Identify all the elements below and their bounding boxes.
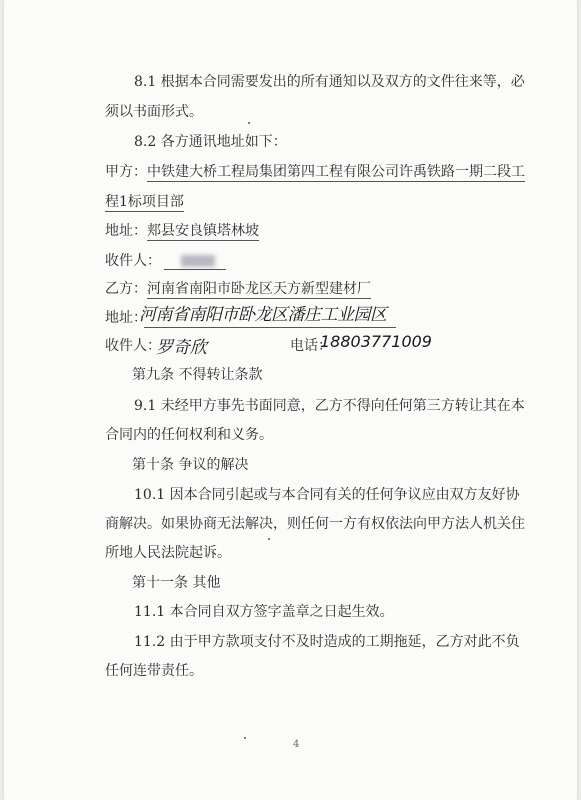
party-b-label: 乙方： xyxy=(105,281,147,297)
clause-10-1-line1: 10.1 因本合同引起或与本合同有关的任何争议应由双方友好协 xyxy=(134,487,520,503)
clause-11-2-line2: 任何连带责任。 xyxy=(105,663,203,679)
party-b-line xyxy=(105,280,371,298)
address-label-a: 地址： xyxy=(105,223,147,239)
recipient-b-handwritten: 罗奇欣 xyxy=(156,338,207,358)
party-a-label: 甲方： xyxy=(105,164,147,180)
address-label-b: 地址： xyxy=(105,310,147,326)
scan-speck xyxy=(248,122,250,124)
clause-8-1-line2: 须以书面形式。 xyxy=(105,104,203,120)
party-a-line1 xyxy=(105,163,525,181)
scan-speck xyxy=(244,737,246,739)
clause-11-1: 11.1 本合同自双方签字盖章之日起生效。 xyxy=(134,604,394,620)
clause-8-2: 8.2 各方通讯地址如下： xyxy=(134,134,287,150)
party-a-address xyxy=(105,222,259,240)
clause-10-1-line3: 所地人民法院起诉。 xyxy=(105,545,231,561)
clause-10-1-line2: 商解决。如果协商无法解决，则任何一方有权依法向甲方法人机关住 xyxy=(105,516,525,532)
clause-11-2-line1: 11.2 由于甲方款项支付不及时造成的工期拖延，乙方对此不负 xyxy=(134,634,520,650)
contract-page xyxy=(4,0,577,800)
address-b-underline xyxy=(144,327,396,328)
phone-handwritten: 18803771009 xyxy=(320,332,432,351)
redacted-name xyxy=(181,255,215,267)
recipient-label-a: 收件人： xyxy=(105,253,161,269)
party-a-line2 xyxy=(105,193,184,211)
article-10-title: 第十条 争议的解决 xyxy=(132,457,249,473)
clause-8-1-line1: 8.1 根据本合同需要发出的所有通知以及双方的文件往来等，必 xyxy=(134,74,525,90)
party-a-recipient xyxy=(105,252,215,270)
address-b-handwritten: 河南省南阳市卧龙区潘庄工业园区 xyxy=(139,305,387,325)
scan-speck xyxy=(268,538,270,540)
clause-9-1-line2: 合同内的任何权利和义务。 xyxy=(105,427,273,443)
article-11-title: 第十一条 其他 xyxy=(132,575,221,591)
recipient-label-b: 收件人： xyxy=(105,338,161,354)
recipient-a-underline xyxy=(164,269,226,270)
article-9-title: 第九条 不得转让条款 xyxy=(132,367,263,383)
page-number: 4 xyxy=(293,739,300,750)
party-a-name: 中铁建大桥工程局集团第四工程有限公司许禹铁路一期二段工 xyxy=(147,164,525,180)
clause-9-1-line1: 9.1 未经甲方事先书面同意，乙方不得向任何第三方转让其在本 xyxy=(134,398,525,414)
address-a-value: 郏县安良镇塔林坡 xyxy=(147,223,259,239)
party-a-name-continued: 程1标项目部 xyxy=(105,194,184,210)
party-b-name: 河南省南阳市卧龙区天方新型建材厂 xyxy=(147,281,371,297)
phone-label: 电话： xyxy=(290,338,332,354)
